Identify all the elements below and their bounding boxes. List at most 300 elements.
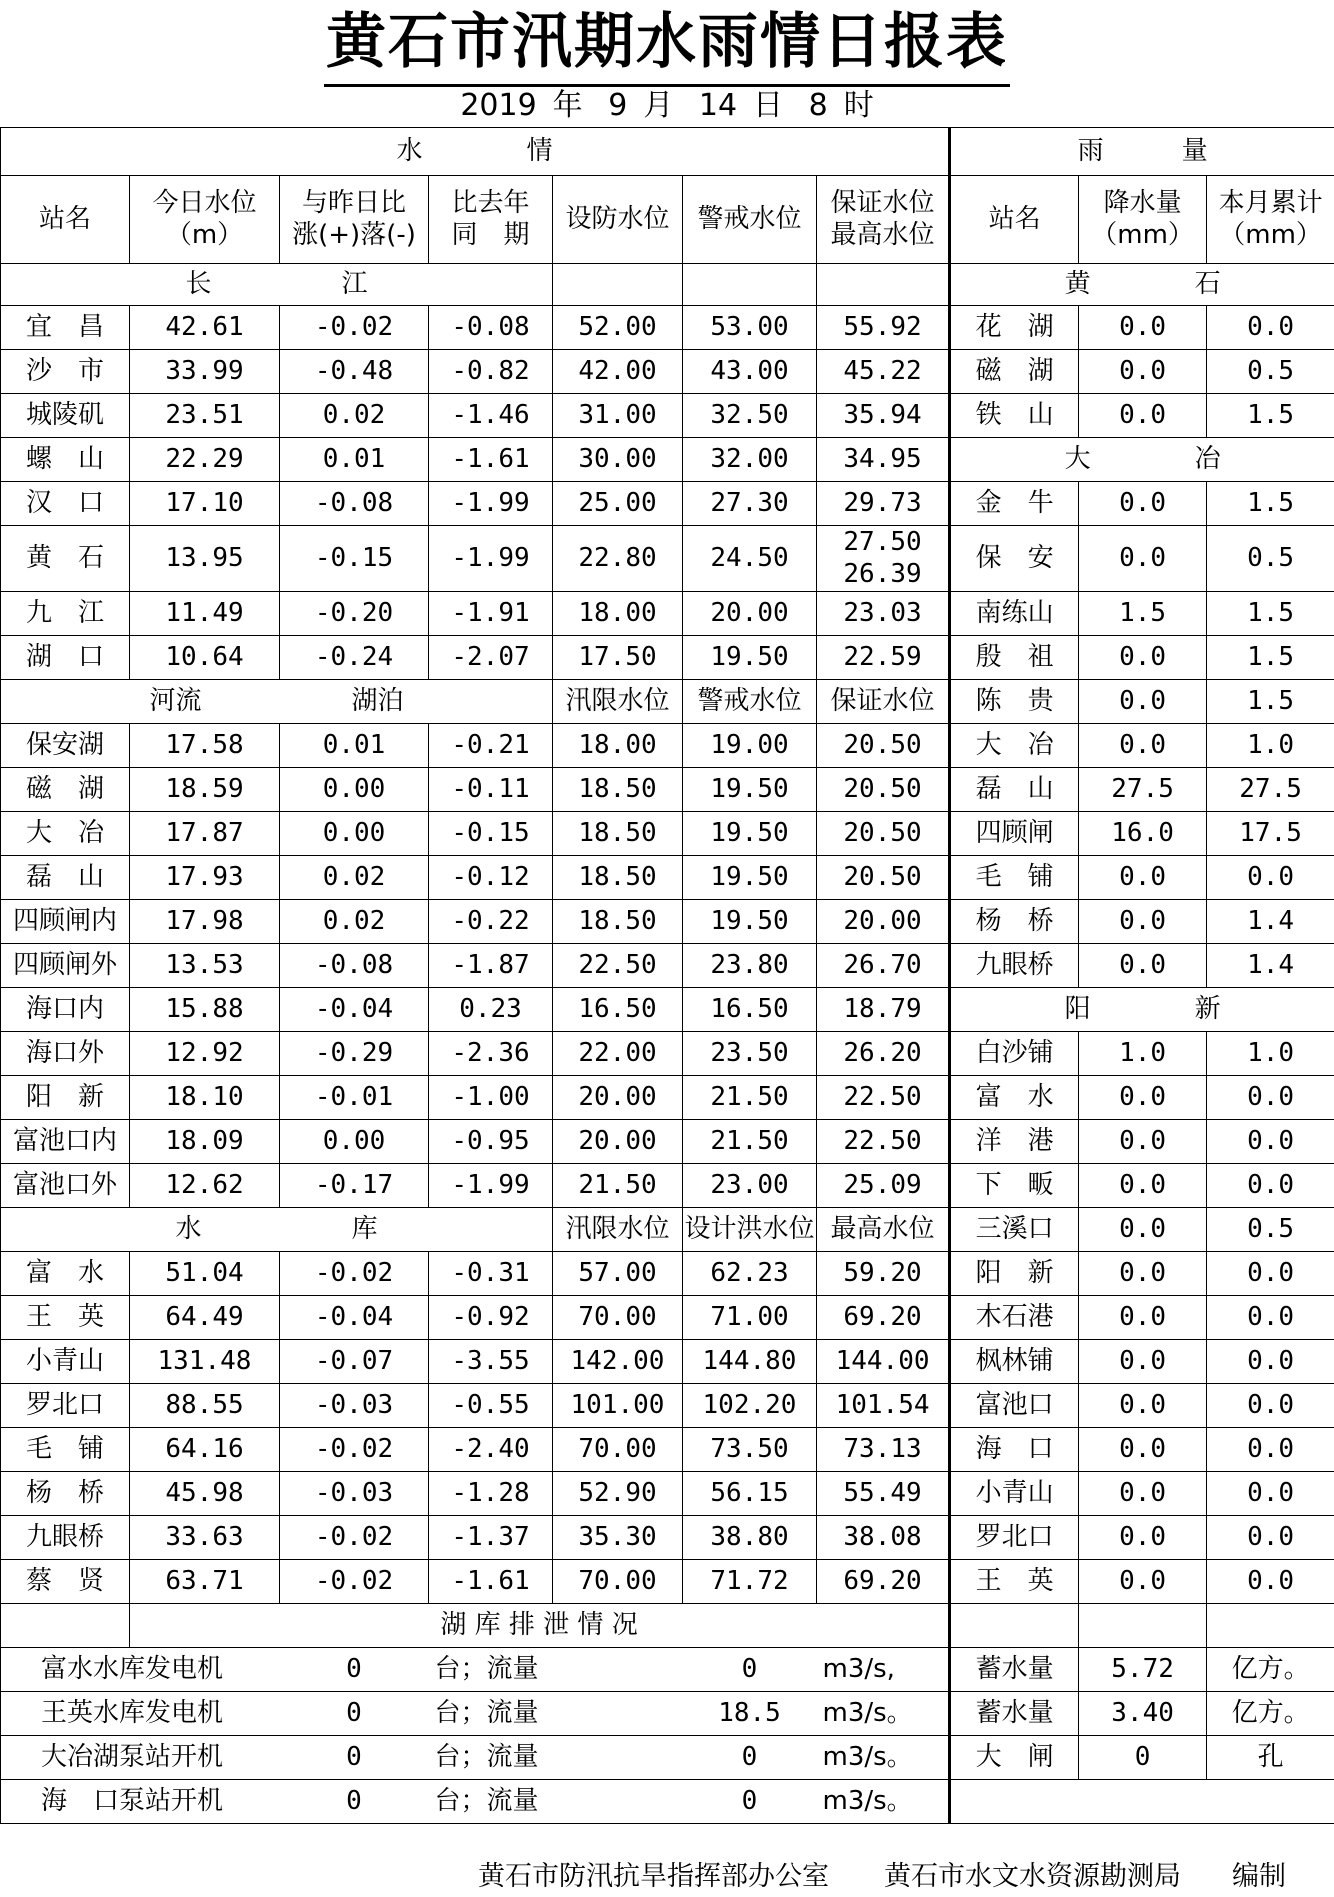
level-today: 13.95 — [130, 526, 280, 592]
rainfall: 0.0 — [1079, 306, 1207, 350]
table-row — [1, 1516, 1334, 1560]
monthly-total: 1.5 — [1207, 680, 1334, 724]
diff-yesterday: 0.02 — [280, 856, 429, 900]
defense-level: 18.50 — [553, 856, 683, 900]
guarantee-level: 22.50 — [817, 1120, 950, 1164]
guarantee-level: 22.59 — [817, 636, 950, 680]
station-name: 磁 湖 — [1, 768, 130, 812]
rain-group-yangxin: 阳 新 — [950, 988, 1334, 1032]
rain-station-name: 铁 山 — [950, 394, 1079, 438]
rain-station-name: 南练山 — [950, 592, 1079, 636]
monthly-total: 17.5 — [1207, 812, 1334, 856]
discharge-unit: m3/s。 — [817, 1736, 950, 1780]
warning-level: 20.00 — [683, 592, 817, 636]
guarantee-level: 22.50 — [817, 1076, 950, 1120]
discharge-unit: m3/s。 — [817, 1780, 950, 1824]
level-today: 88.55 — [130, 1384, 280, 1428]
rainfall: 0.0 — [1079, 1340, 1207, 1384]
group-flood-limit: 汛限水位 — [553, 1208, 683, 1252]
col-rain-station: 站名 — [950, 176, 1079, 264]
diff-last-year: -0.15 — [429, 812, 553, 856]
diff-yesterday: 0.00 — [280, 1120, 429, 1164]
discharge-row — [1, 1736, 1334, 1780]
level-today: 17.10 — [130, 482, 280, 526]
warning-level: 19.00 — [683, 724, 817, 768]
warning-level: 32.50 — [683, 394, 817, 438]
station-name: 磊 山 — [1, 856, 130, 900]
discharge-count: 0 — [280, 1736, 429, 1780]
storage-value: 5.72 — [1079, 1648, 1207, 1692]
monthly-total: 1.5 — [1207, 394, 1334, 438]
diff-yesterday: -0.03 — [280, 1472, 429, 1516]
station-name: 城陵矶 — [1, 394, 130, 438]
diff-last-year: -1.61 — [429, 1560, 553, 1604]
storage-value: 0 — [1079, 1736, 1207, 1780]
rainfall: 0.0 — [1079, 482, 1207, 526]
level-today: 63.71 — [130, 1560, 280, 1604]
col-rainfall: 降水量 （mm） — [1079, 176, 1207, 264]
rain-station-name: 九眼桥 — [950, 944, 1079, 988]
discharge-count: 0 — [280, 1648, 429, 1692]
level-today: 17.93 — [130, 856, 280, 900]
storage-value: 3.40 — [1079, 1692, 1207, 1736]
warning-level: 23.80 — [683, 944, 817, 988]
station-name: 沙 市 — [1, 350, 130, 394]
table-row — [1, 768, 1334, 812]
defense-level: 70.00 — [553, 1560, 683, 1604]
defense-level: 22.80 — [553, 526, 683, 592]
group-row-reservoir — [1, 1208, 1334, 1252]
table-row — [1, 1032, 1334, 1076]
diff-yesterday: -0.20 — [280, 592, 429, 636]
group-empty — [553, 264, 683, 306]
diff-last-year: -0.55 — [429, 1384, 553, 1428]
group-flood-limit: 汛限水位 — [553, 680, 683, 724]
rain-station-name: 海 口 — [950, 1428, 1079, 1472]
rainfall: 0.0 — [1079, 1384, 1207, 1428]
monthly-total: 0.0 — [1207, 1384, 1334, 1428]
table-row — [1, 1296, 1334, 1340]
rainfall: 27.5 — [1079, 768, 1207, 812]
col-diff-yesterday: 与昨日比 涨(+)落(-) — [280, 176, 429, 264]
warning-level: 62.23 — [683, 1252, 817, 1296]
defense-level: 22.50 — [553, 944, 683, 988]
col-last-year: 比去年 同 期 — [429, 176, 553, 264]
station-name: 四顾闸外 — [1, 944, 130, 988]
level-today: 18.59 — [130, 768, 280, 812]
warning-level: 71.00 — [683, 1296, 817, 1340]
table-row — [1, 724, 1334, 768]
rain-station-name: 小青山 — [950, 1472, 1079, 1516]
discharge-flow: 18.5 — [683, 1692, 817, 1736]
discharge-count: 0 — [280, 1692, 429, 1736]
diff-yesterday: -0.48 — [280, 350, 429, 394]
warning-level: 32.00 — [683, 438, 817, 482]
level-today: 131.48 — [130, 1340, 280, 1384]
rainfall: 0.0 — [1079, 1120, 1207, 1164]
rain-section-title: 雨 量 — [950, 128, 1334, 176]
rain-station-name: 白沙铺 — [950, 1032, 1079, 1076]
group-empty — [817, 264, 950, 306]
warning-level: 24.50 — [683, 526, 817, 592]
diff-yesterday: 0.01 — [280, 724, 429, 768]
station-name: 汉 口 — [1, 482, 130, 526]
discharge-unit-count: 台；流量 — [429, 1736, 683, 1780]
group-yangtze: 长 江 — [1, 264, 553, 306]
diff-last-year: -0.92 — [429, 1296, 553, 1340]
level-today: 33.63 — [130, 1516, 280, 1560]
warning-level: 53.00 — [683, 306, 817, 350]
defense-level: 18.00 — [553, 592, 683, 636]
table-row — [1, 812, 1334, 856]
station-name: 湖 口 — [1, 636, 130, 680]
rainfall: 0.0 — [1079, 856, 1207, 900]
defense-level: 70.00 — [553, 1428, 683, 1472]
guarantee-level: 101.54 — [817, 1384, 950, 1428]
diff-last-year: -2.36 — [429, 1032, 553, 1076]
col-warning-level: 警戒水位 — [683, 176, 817, 264]
diff-yesterday: -0.17 — [280, 1164, 429, 1208]
diff-yesterday: -0.02 — [280, 306, 429, 350]
storage-unit: 亿方。 — [1207, 1692, 1334, 1736]
group-row-rivers — [1, 680, 1334, 724]
level-today: 10.64 — [130, 636, 280, 680]
diff-yesterday: -0.07 — [280, 1340, 429, 1384]
table-row — [1, 636, 1334, 680]
rainfall: 0.0 — [1079, 526, 1207, 592]
station-name: 九眼桥 — [1, 1516, 130, 1560]
station-name: 螺 山 — [1, 438, 130, 482]
defense-level: 18.50 — [553, 812, 683, 856]
station-name: 富 水 — [1, 1252, 130, 1296]
group-empty — [683, 264, 817, 306]
level-today: 18.10 — [130, 1076, 280, 1120]
rainfall: 0.0 — [1079, 900, 1207, 944]
diff-last-year: 0.23 — [429, 988, 553, 1032]
monthly-total: 0.0 — [1207, 1120, 1334, 1164]
diff-yesterday: -0.02 — [280, 1516, 429, 1560]
defense-level: 52.90 — [553, 1472, 683, 1516]
station-name: 蔡 贤 — [1, 1560, 130, 1604]
guarantee-level: 55.49 — [817, 1472, 950, 1516]
rain-station-name: 保 安 — [950, 526, 1079, 592]
rain-station-name: 王 英 — [950, 1560, 1079, 1604]
warning-level: 23.00 — [683, 1164, 817, 1208]
diff-yesterday: -0.02 — [280, 1428, 429, 1472]
diff-yesterday: -0.01 — [280, 1076, 429, 1120]
defense-level: 57.00 — [553, 1252, 683, 1296]
defense-level: 20.00 — [553, 1120, 683, 1164]
defense-level: 52.00 — [553, 306, 683, 350]
group-reservoir: 水 库 — [1, 1208, 553, 1252]
rainfall: 0.0 — [1079, 1296, 1207, 1340]
rainfall: 0.0 — [1079, 1164, 1207, 1208]
defense-level: 18.50 — [553, 900, 683, 944]
rainfall: 0.0 — [1079, 1516, 1207, 1560]
rainfall: 0.0 — [1079, 944, 1207, 988]
guarantee-level: 26.20 — [817, 1032, 950, 1076]
table-row — [1, 1252, 1334, 1296]
rain-station-name: 磊 山 — [950, 768, 1079, 812]
rain-station-name: 杨 桥 — [950, 900, 1079, 944]
defense-level: 20.00 — [553, 1076, 683, 1120]
station-name: 杨 桥 — [1, 1472, 130, 1516]
monthly-total: 0.0 — [1207, 1472, 1334, 1516]
level-today: 64.49 — [130, 1296, 280, 1340]
warning-level: 144.80 — [683, 1340, 817, 1384]
station-name: 小青山 — [1, 1340, 130, 1384]
defense-level: 18.50 — [553, 768, 683, 812]
discharge-count: 0 — [280, 1780, 429, 1824]
discharge-flow: 0 — [683, 1736, 817, 1780]
rain-station-name: 下 畈 — [950, 1164, 1079, 1208]
footer-made: 编制 — [1232, 1861, 1286, 1892]
level-today: 12.92 — [130, 1032, 280, 1076]
defense-level: 31.00 — [553, 394, 683, 438]
diff-last-year: -0.31 — [429, 1252, 553, 1296]
monthly-total: 1.0 — [1207, 1032, 1334, 1076]
station-name: 九 江 — [1, 592, 130, 636]
warning-level: 43.00 — [683, 350, 817, 394]
guarantee-level: 26.70 — [817, 944, 950, 988]
rain-station-name: 枫林铺 — [950, 1340, 1079, 1384]
monthly-total: 0.0 — [1207, 1076, 1334, 1120]
monthly-total: 27.5 — [1207, 768, 1334, 812]
rainfall: 0.0 — [1079, 636, 1207, 680]
diff-yesterday: -0.02 — [280, 1252, 429, 1296]
footer-org-1: 黄石市防汛抗旱指挥部办公室 — [478, 1861, 829, 1892]
monthly-total: 1.5 — [1207, 592, 1334, 636]
report-title: 黄石市汛期水雨情日报表 — [0, 0, 1334, 85]
warning-level: 73.50 — [683, 1428, 817, 1472]
level-today: 13.53 — [130, 944, 280, 988]
rainfall: 0.0 — [1079, 1428, 1207, 1472]
diff-last-year: -0.82 — [429, 350, 553, 394]
rainfall: 1.0 — [1079, 1032, 1207, 1076]
guarantee-level: 35.94 — [817, 394, 950, 438]
guarantee-level: 20.50 — [817, 724, 950, 768]
water-rain-table — [0, 127, 1334, 1824]
table-row — [1, 592, 1334, 636]
level-today: 64.16 — [130, 1428, 280, 1472]
diff-last-year: -3.55 — [429, 1340, 553, 1384]
guarantee-level: 23.03 — [817, 592, 950, 636]
monthly-total: 0.0 — [1207, 1428, 1334, 1472]
guarantee-level: 45.22 — [817, 350, 950, 394]
station-name: 海口外 — [1, 1032, 130, 1076]
discharge-name: 大冶湖泵站开机 — [1, 1736, 280, 1780]
warning-level: 19.50 — [683, 768, 817, 812]
guarantee-level: 18.79 — [817, 988, 950, 1032]
discharge-flow: 0 — [683, 1648, 817, 1692]
table-row — [1, 438, 1334, 482]
discharge-row — [1, 1692, 1334, 1736]
monthly-total: 0.5 — [1207, 1208, 1334, 1252]
rainfall: 0.0 — [1079, 680, 1207, 724]
diff-last-year: -2.07 — [429, 636, 553, 680]
diff-yesterday: -0.24 — [280, 636, 429, 680]
warning-level: 27.30 — [683, 482, 817, 526]
diff-last-year: -0.95 — [429, 1120, 553, 1164]
level-today: 11.49 — [130, 592, 280, 636]
guarantee-level: 27.50 26.39 — [817, 526, 950, 592]
table-row — [1, 394, 1334, 438]
discharge-unit-count: 台；流量 — [429, 1780, 683, 1824]
diff-last-year: -2.40 — [429, 1428, 553, 1472]
rainfall: 0.0 — [1079, 1252, 1207, 1296]
rain-station-name: 磁 湖 — [950, 350, 1079, 394]
warning-level: 56.15 — [683, 1472, 817, 1516]
discharge-title-row — [1, 1604, 1334, 1648]
warning-level: 102.20 — [683, 1384, 817, 1428]
col-defense-level: 设防水位 — [553, 176, 683, 264]
level-today: 12.62 — [130, 1164, 280, 1208]
defense-level: 142.00 — [553, 1340, 683, 1384]
report-date: 2019 年 9 月 14 日 8 时 — [460, 88, 874, 123]
group-warning: 警戒水位 — [683, 680, 817, 724]
discharge-unit-count: 台；流量 — [429, 1648, 683, 1692]
monthly-total: 0.5 — [1207, 526, 1334, 592]
defense-level: 30.00 — [553, 438, 683, 482]
monthly-total: 0.0 — [1207, 1164, 1334, 1208]
defense-level: 42.00 — [553, 350, 683, 394]
rain-group-huangshi: 黄 石 — [950, 264, 1334, 306]
table-row — [1, 1340, 1334, 1384]
discharge-right-empty — [1079, 1604, 1207, 1648]
station-name: 四顾闸内 — [1, 900, 130, 944]
rainfall: 1.5 — [1079, 592, 1207, 636]
group-rivers-lakes: 河流 湖泊 — [1, 680, 553, 724]
diff-yesterday: 0.00 — [280, 768, 429, 812]
diff-last-year: -1.99 — [429, 526, 553, 592]
group-guarantee: 保证水位 — [817, 680, 950, 724]
monthly-total: 0.0 — [1207, 1340, 1334, 1384]
diff-last-year: -1.37 — [429, 1516, 553, 1560]
guarantee-level: 20.50 — [817, 768, 950, 812]
defense-level: 17.50 — [553, 636, 683, 680]
diff-yesterday: 0.01 — [280, 438, 429, 482]
storage-label: 蓄水量 — [950, 1692, 1079, 1736]
rain-station-name: 毛 铺 — [950, 856, 1079, 900]
diff-last-year: -0.12 — [429, 856, 553, 900]
discharge-name: 海 口泵站开机 — [1, 1780, 280, 1824]
col-monthly: 本月累计 （mm） — [1207, 176, 1334, 264]
diff-yesterday: 0.02 — [280, 900, 429, 944]
monthly-total: 0.0 — [1207, 1252, 1334, 1296]
monthly-total: 0.5 — [1207, 350, 1334, 394]
rain-station-name: 木石港 — [950, 1296, 1079, 1340]
station-name: 海口内 — [1, 988, 130, 1032]
storage-empty — [950, 1780, 1334, 1824]
monthly-total: 1.0 — [1207, 724, 1334, 768]
guarantee-level: 69.20 — [817, 1296, 950, 1340]
monthly-total: 0.0 — [1207, 1560, 1334, 1604]
warning-level: 71.72 — [683, 1560, 817, 1604]
monthly-total: 0.0 — [1207, 1516, 1334, 1560]
diff-last-year: -1.99 — [429, 482, 553, 526]
warning-level: 19.50 — [683, 856, 817, 900]
diff-yesterday: -0.29 — [280, 1032, 429, 1076]
discharge-right-empty — [950, 1604, 1079, 1648]
table-row — [1, 1428, 1334, 1472]
diff-last-year: -1.46 — [429, 394, 553, 438]
station-name: 宜 昌 — [1, 306, 130, 350]
diff-yesterday: -0.08 — [280, 944, 429, 988]
table-row — [1, 1472, 1334, 1516]
rain-station-name: 殷 祖 — [950, 636, 1079, 680]
station-name: 富池口外 — [1, 1164, 130, 1208]
level-today: 22.29 — [130, 438, 280, 482]
table-row — [1, 1560, 1334, 1604]
level-today: 42.61 — [130, 306, 280, 350]
monthly-total: 1.5 — [1207, 482, 1334, 526]
guarantee-level: 25.09 — [817, 1164, 950, 1208]
level-today: 51.04 — [130, 1252, 280, 1296]
storage-label: 蓄水量 — [950, 1648, 1079, 1692]
rain-station-name: 富池口 — [950, 1384, 1079, 1428]
section-header-row — [1, 128, 1334, 176]
rainfall: 0.0 — [1079, 1560, 1207, 1604]
defense-level: 22.00 — [553, 1032, 683, 1076]
rain-group-daye: 大 冶 — [950, 438, 1334, 482]
guarantee-level: 55.92 — [817, 306, 950, 350]
diff-last-year: -0.22 — [429, 900, 553, 944]
guarantee-level: 20.50 — [817, 856, 950, 900]
rain-station-name: 四顾闸 — [950, 812, 1079, 856]
defense-level: 16.50 — [553, 988, 683, 1032]
diff-last-year: -1.91 — [429, 592, 553, 636]
guarantee-level: 20.50 — [817, 812, 950, 856]
monthly-total: 1.4 — [1207, 944, 1334, 988]
discharge-spacer — [1, 1604, 130, 1648]
rain-station-name: 阳 新 — [950, 1252, 1079, 1296]
guarantee-level: 59.20 — [817, 1252, 950, 1296]
footer — [0, 1857, 1334, 1897]
rainfall: 0.0 — [1079, 394, 1207, 438]
table-row — [1, 1120, 1334, 1164]
level-today: 17.98 — [130, 900, 280, 944]
table-row — [1, 944, 1334, 988]
warning-level: 19.50 — [683, 812, 817, 856]
defense-level: 101.00 — [553, 1384, 683, 1428]
diff-last-year: -1.61 — [429, 438, 553, 482]
defense-level: 18.00 — [553, 724, 683, 768]
diff-yesterday: 0.02 — [280, 394, 429, 438]
discharge-name: 富水水库发电机 — [1, 1648, 280, 1692]
table-row — [1, 306, 1334, 350]
rain-station-name: 洋 港 — [950, 1120, 1079, 1164]
diff-yesterday: -0.08 — [280, 482, 429, 526]
rainfall: 16.0 — [1079, 812, 1207, 856]
diff-last-year: -1.00 — [429, 1076, 553, 1120]
rain-station-name: 罗北口 — [950, 1516, 1079, 1560]
diff-last-year: -1.99 — [429, 1164, 553, 1208]
guarantee-level: 144.00 — [817, 1340, 950, 1384]
diff-yesterday: -0.04 — [280, 988, 429, 1032]
diff-yesterday: -0.02 — [280, 1560, 429, 1604]
warning-level: 23.50 — [683, 1032, 817, 1076]
table-row — [1, 988, 1334, 1032]
warning-level: 19.50 — [683, 900, 817, 944]
footer-org-2: 黄石市水文水资源勘测局 — [884, 1861, 1181, 1892]
rain-station-name: 富 水 — [950, 1076, 1079, 1120]
diff-last-year: -1.28 — [429, 1472, 553, 1516]
monthly-total: 1.5 — [1207, 636, 1334, 680]
col-level-today: 今日水位 （m） — [130, 176, 280, 264]
level-today: 17.58 — [130, 724, 280, 768]
discharge-right-empty — [1207, 1604, 1334, 1648]
monthly-total: 0.0 — [1207, 306, 1334, 350]
